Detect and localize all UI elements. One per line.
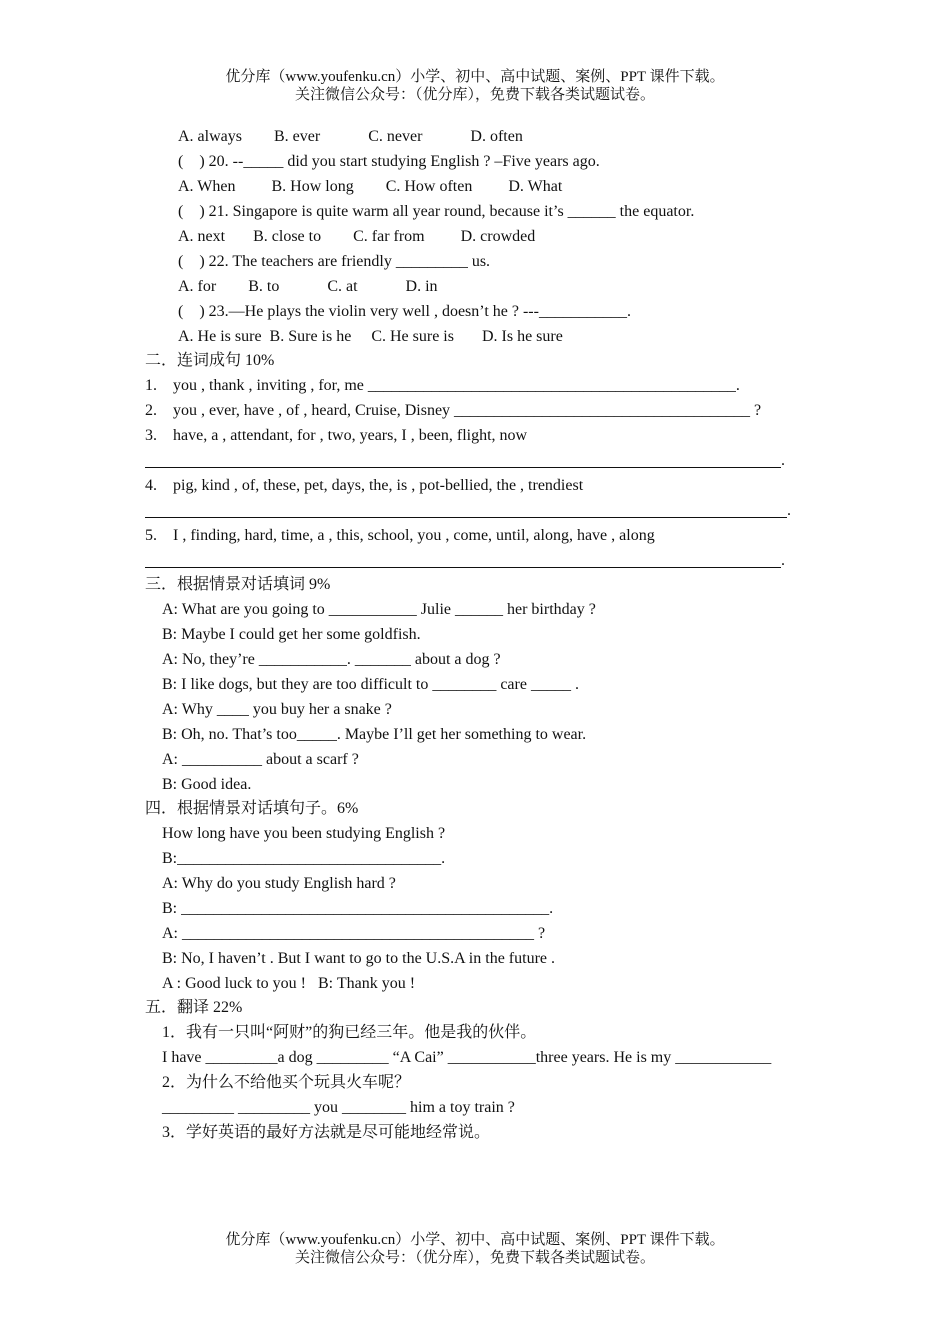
section-5-title: 五．翻译 22% <box>145 999 243 1016</box>
dialogue-line: B: Oh, no. That’s too_____. Maybe I’ll get her something to wear. <box>162 726 587 743</box>
translation-prompt-1: 1．我有一只叫“阿财”的狗已经三年。他是我的伙伴。 <box>162 1024 537 1041</box>
answer-line-3 <box>145 467 781 468</box>
answer-line-3-end: . <box>781 452 785 469</box>
dialogue-line: B: I like dogs, but they are too difficult to ________ care _____ . <box>162 676 579 693</box>
q23-stem: ( ) 23.—He plays the violin very well , doesn’t he ? ---___________. <box>178 303 631 320</box>
dialogue-line: B:_________________________________. <box>162 850 446 867</box>
q19-options: A. always B. ever C. never D. often <box>178 128 523 145</box>
footer-line-1: 优分库（www.youfenku.cn）小学、初中、高中试题、案例、PPT 课件下载。 <box>225 1232 725 1248</box>
dialogue-line: A: ____________________________________________ ? <box>162 925 546 942</box>
dialogue-line: A : Good luck to you ! B: Thank you ! <box>162 975 416 992</box>
ordering-item-5: 5. I , finding, hard, time, a , this, school, you , come, until, along, have , along <box>145 527 655 544</box>
ordering-item-1: 1. you , thank , inviting , for, me ______________________________________________. <box>145 377 740 394</box>
ordering-item-3: 3. have, a , attendant, for , two, years, I , been, flight, now <box>145 427 528 444</box>
header-line-2: 关注微信公众号：（优分库），免费下载各类试题试卷。 <box>294 87 655 103</box>
dialogue-line: A: What are you going to ___________ Julie ______ her birthday ? <box>162 601 596 618</box>
dialogue-line: B: Good idea. <box>162 776 252 793</box>
header-line-1: 优分库（www.youfenku.cn）小学、初中、高中试题、案例、PPT 课件下载。 <box>225 69 725 85</box>
q22-stem: ( ) 22. The teachers are friendly _________ us. <box>178 253 491 270</box>
dialogue-line: A: __________ about a scarf ? <box>162 751 359 768</box>
translation-prompt-2: 2．为什么不给他买个玩具火车呢？ <box>162 1074 411 1091</box>
translation-answer-2: _________ _________ you ________ him a toy train ? <box>162 1099 515 1116</box>
answer-line-4-end: . <box>787 502 791 519</box>
section-4-title: 四．根据情景对话填句子。6% <box>145 800 359 817</box>
q22-options: A. for B. to C. at D. in <box>178 278 438 295</box>
footer-line-2: 关注微信公众号：（优分库），免费下载各类试题试卷。 <box>294 1250 655 1266</box>
q23-options: A. He is sure B. Sure is he C. He sure is D. Is he sure <box>178 328 563 345</box>
answer-line-4 <box>145 517 787 518</box>
dialogue-line: B: ______________________________________________. <box>162 900 554 917</box>
dialogue-line: How long have you been studying English ? <box>162 825 446 842</box>
dialogue-line: B: Maybe I could get her some goldfish. <box>162 626 421 643</box>
dialogue-line: A: Why ____ you buy her a snake ? <box>162 701 392 718</box>
q20-stem: ( ) 20. --_____ did you start studying English ? –Five years ago. <box>178 153 600 170</box>
translation-answer-1: I have _________a dog _________ “A Cai” ___________three years. He is my ____________ <box>162 1049 772 1066</box>
ordering-item-2: 2. you , ever, have , of , heard, Cruise, Disney _____________________________________ ? <box>145 402 762 419</box>
section-2-title: 二．连词成句 10% <box>145 352 275 369</box>
section-3-title: 三．根据情景对话填词 9% <box>145 576 331 593</box>
q21-stem: ( ) 21. Singapore is quite warm all year round, because it’s ______ the equator. <box>178 203 695 220</box>
answer-line-5-end: . <box>781 552 785 569</box>
dialogue-line: B: No, I haven’t . But I want to go to the U.S.A in the future . <box>162 950 555 967</box>
q21-options: A. next B. close to C. far from D. crowded <box>178 228 536 245</box>
dialogue-line: A: Why do you study English hard ? <box>162 875 396 892</box>
dialogue-line: A: No, they’re ___________. _______ about a dog ? <box>162 651 501 668</box>
q20-options: A. When B. How long C. How often D. What <box>178 178 563 195</box>
translation-prompt-3: 3．学好英语的最好方法就是尽可能地经常说。 <box>162 1124 491 1141</box>
answer-line-5 <box>145 567 781 568</box>
ordering-item-4: 4. pig, kind , of, these, pet, days, the, is , pot-bellied, the , trendiest <box>145 477 584 494</box>
